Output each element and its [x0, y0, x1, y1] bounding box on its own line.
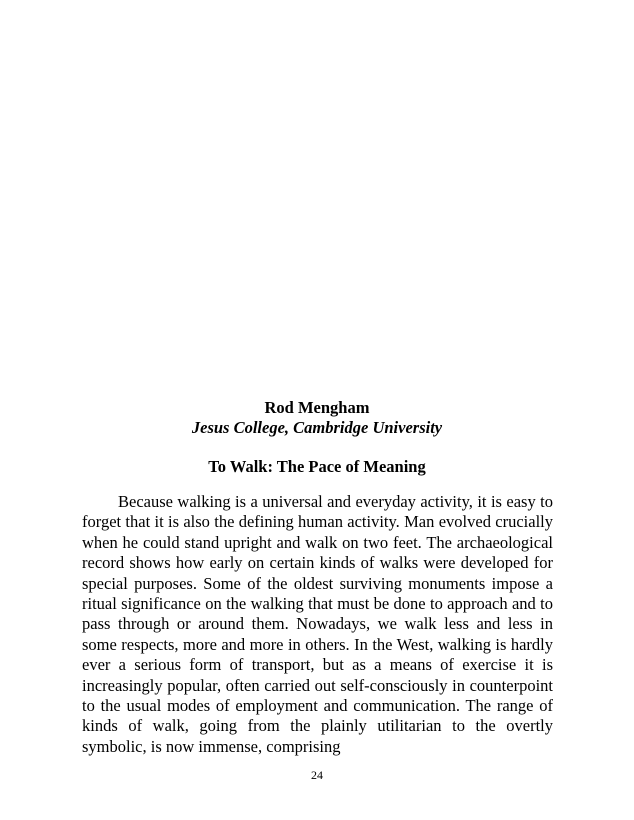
- page-number: 24: [311, 768, 323, 782]
- article-title: To Walk: The Pace of Meaning: [208, 457, 426, 476]
- body-paragraph: Because walking is a universal and everyday activity, it is easy to forget that it is also the defining human activity. Man evolved crucially when he could stand upright and walk on two feet. The archaeological record shows how early on certain kinds of walks were developed for special purposes. Some of the oldest surviving monuments impose a ritual significance on the walking that must be done to approach and to pass through or around them. Nowadays, we walk less and less in some respects, more and more in others. In the West, walking is hardly ever a serious form of transport, but as a means of exercise it is increasingly popular, often carried out self-consciously in counterpoint to the usual modes of employment and communication. The range of kinds of walk, going from the plainly utilitarian to the overtly symbolic, is now immense, comprising: [82, 492, 553, 756]
- author-affiliation: Jesus College, Cambridge University: [191, 418, 443, 437]
- author-name: Rod Mengham: [264, 398, 370, 417]
